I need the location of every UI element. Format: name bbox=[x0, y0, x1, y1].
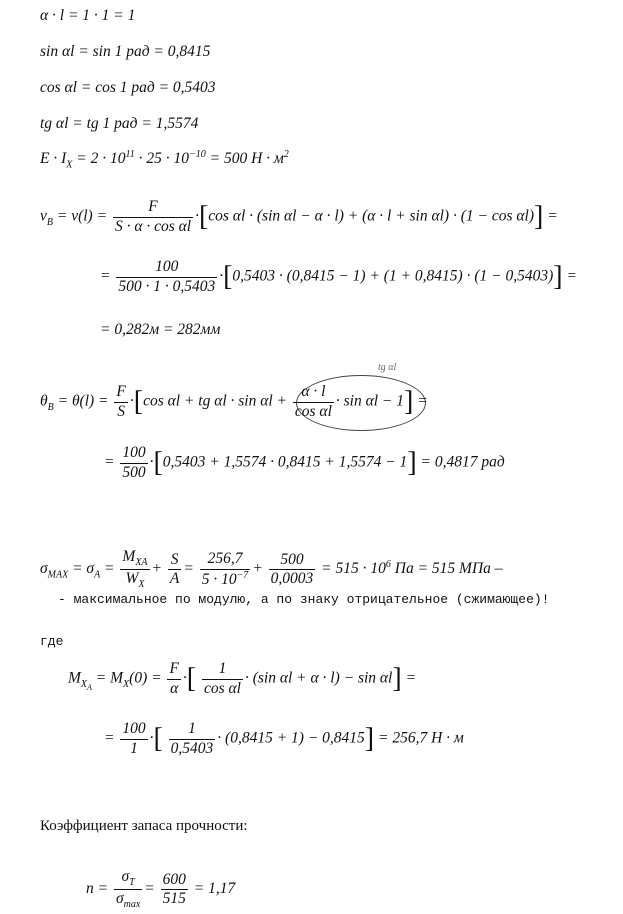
fraction: $\frac{500}{0,0003}$ bbox=[270, 550, 314, 588]
handwritten-note: tg αl bbox=[378, 362, 397, 373]
equation-deflection: $v_B = v(l)$ = $\frac{F}{\text{S · α · cos αl}}$ ·[cos αl · (sin αl − α · l) + (α · l + sin αl) · (1 − cos αl)] = bbox=[40, 198, 558, 235]
equation-safety-factor: n = $\frac{\sigma_T}{\sigma_{max}}$ = $\frac{600}{515}$ = 1,17 bbox=[86, 868, 236, 911]
fraction: $\frac{S}{A}$ bbox=[169, 550, 180, 588]
equation-cos: cos αl = cos 1 рад = 0,5403 bbox=[40, 79, 216, 96]
safety-heading: Коэффициент запаса прочности: bbox=[40, 818, 248, 834]
equation-rotation: $\theta_B = \theta(l)$ = $\frac{F}{S}$ ·[cos αl + tg αl · sin αl + $\frac{\alpha \cdot l}{\text{cos αl}}$ · sin αl − 1] = bbox=[40, 383, 428, 420]
fraction: $\frac{F}{\text{S · α · cos αl}}$ bbox=[114, 198, 192, 235]
fraction: $\frac{F}{S}$ bbox=[116, 383, 126, 420]
equation-bending-moment-numeric: = $\frac{100}{1}$ ·[ $\frac{1}{0,5403}$ · (0,8415 + 1) − 0,8415] = 256,7 Н · м bbox=[104, 720, 464, 757]
equation-tg: tg αl = tg 1 рад = 1,5574 bbox=[40, 115, 199, 132]
fraction: $\frac{\sigma_T}{\sigma_{max}}$ bbox=[115, 868, 141, 911]
fraction: $\frac{100}{500 \cdot 1 \cdot 0,5403}$ bbox=[118, 258, 216, 295]
fraction: $\frac{256,7}{5 \cdot 10^{-7}}$ bbox=[201, 549, 249, 588]
equation-alpha-l: α · l = 1 · 1 = 1 bbox=[40, 7, 136, 24]
equation-deflection-result: = 0,282м = 282мм bbox=[100, 321, 221, 338]
fraction: $\frac{F}{\alpha}$ bbox=[169, 660, 179, 697]
equation-sin: sin αl = sin 1 рад = 0,8415 bbox=[40, 43, 211, 60]
equation-bending-moment: $M_{X_A} = M_X(0)$ = $\frac{F}{\alpha}$ ·[ $\frac{1}{\text{cos αl}}$ · (sin αl + α · l) − sin αl] = bbox=[68, 660, 417, 697]
fraction: $\frac{100}{500}$ bbox=[122, 444, 146, 481]
fraction: $\frac{1}{\text{cos αl}}$ bbox=[204, 660, 241, 697]
equation-max-stress: $\sigma_{MAX} = \sigma_A$ = $\frac{M_{XA}}{W_X}$ + $\frac{S}{A}$ = $\frac{256,7}{5 \cdot 10^{-7}}$ + $\frac{500}{0,0003}$ = $515 \cdot 10^6$ Па = 515 МПа – bbox=[40, 548, 503, 591]
fraction: $\frac{600}{515}$ bbox=[162, 870, 186, 908]
equation-stiffness: $E \cdot I_X = 2 \cdot 10^{11} \cdot 25 \cdot 10^{-10} = 500$ $Н \cdot м^2$ bbox=[40, 149, 289, 171]
equation-rotation-numeric: = $\frac{100}{500}$ ·[0,5403 + 1,5574 · 0,8415 + 1,5574 − 1] = 0,4817 рад bbox=[104, 444, 505, 481]
equation-deflection-numeric: = $\frac{100}{500 \cdot 1 \cdot 0,5403}$ ·[0,5403 · (0,8415 − 1) + (1 + 0,8415) · (1 − 0,5403)] = bbox=[100, 258, 577, 295]
fraction: $\frac{\alpha \cdot l}{\text{cos αl}}$ bbox=[294, 383, 332, 420]
fraction: $\frac{1}{0,5403}$ bbox=[170, 720, 214, 757]
fraction: $\frac{M_{XA}}{W_X}$ bbox=[122, 548, 148, 591]
fraction: $\frac{100}{1}$ bbox=[122, 720, 146, 757]
where-label: где bbox=[40, 634, 64, 649]
stress-comment: - максимальное по модулю, а по знаку отрицательное (сжимающее)! bbox=[58, 592, 550, 607]
